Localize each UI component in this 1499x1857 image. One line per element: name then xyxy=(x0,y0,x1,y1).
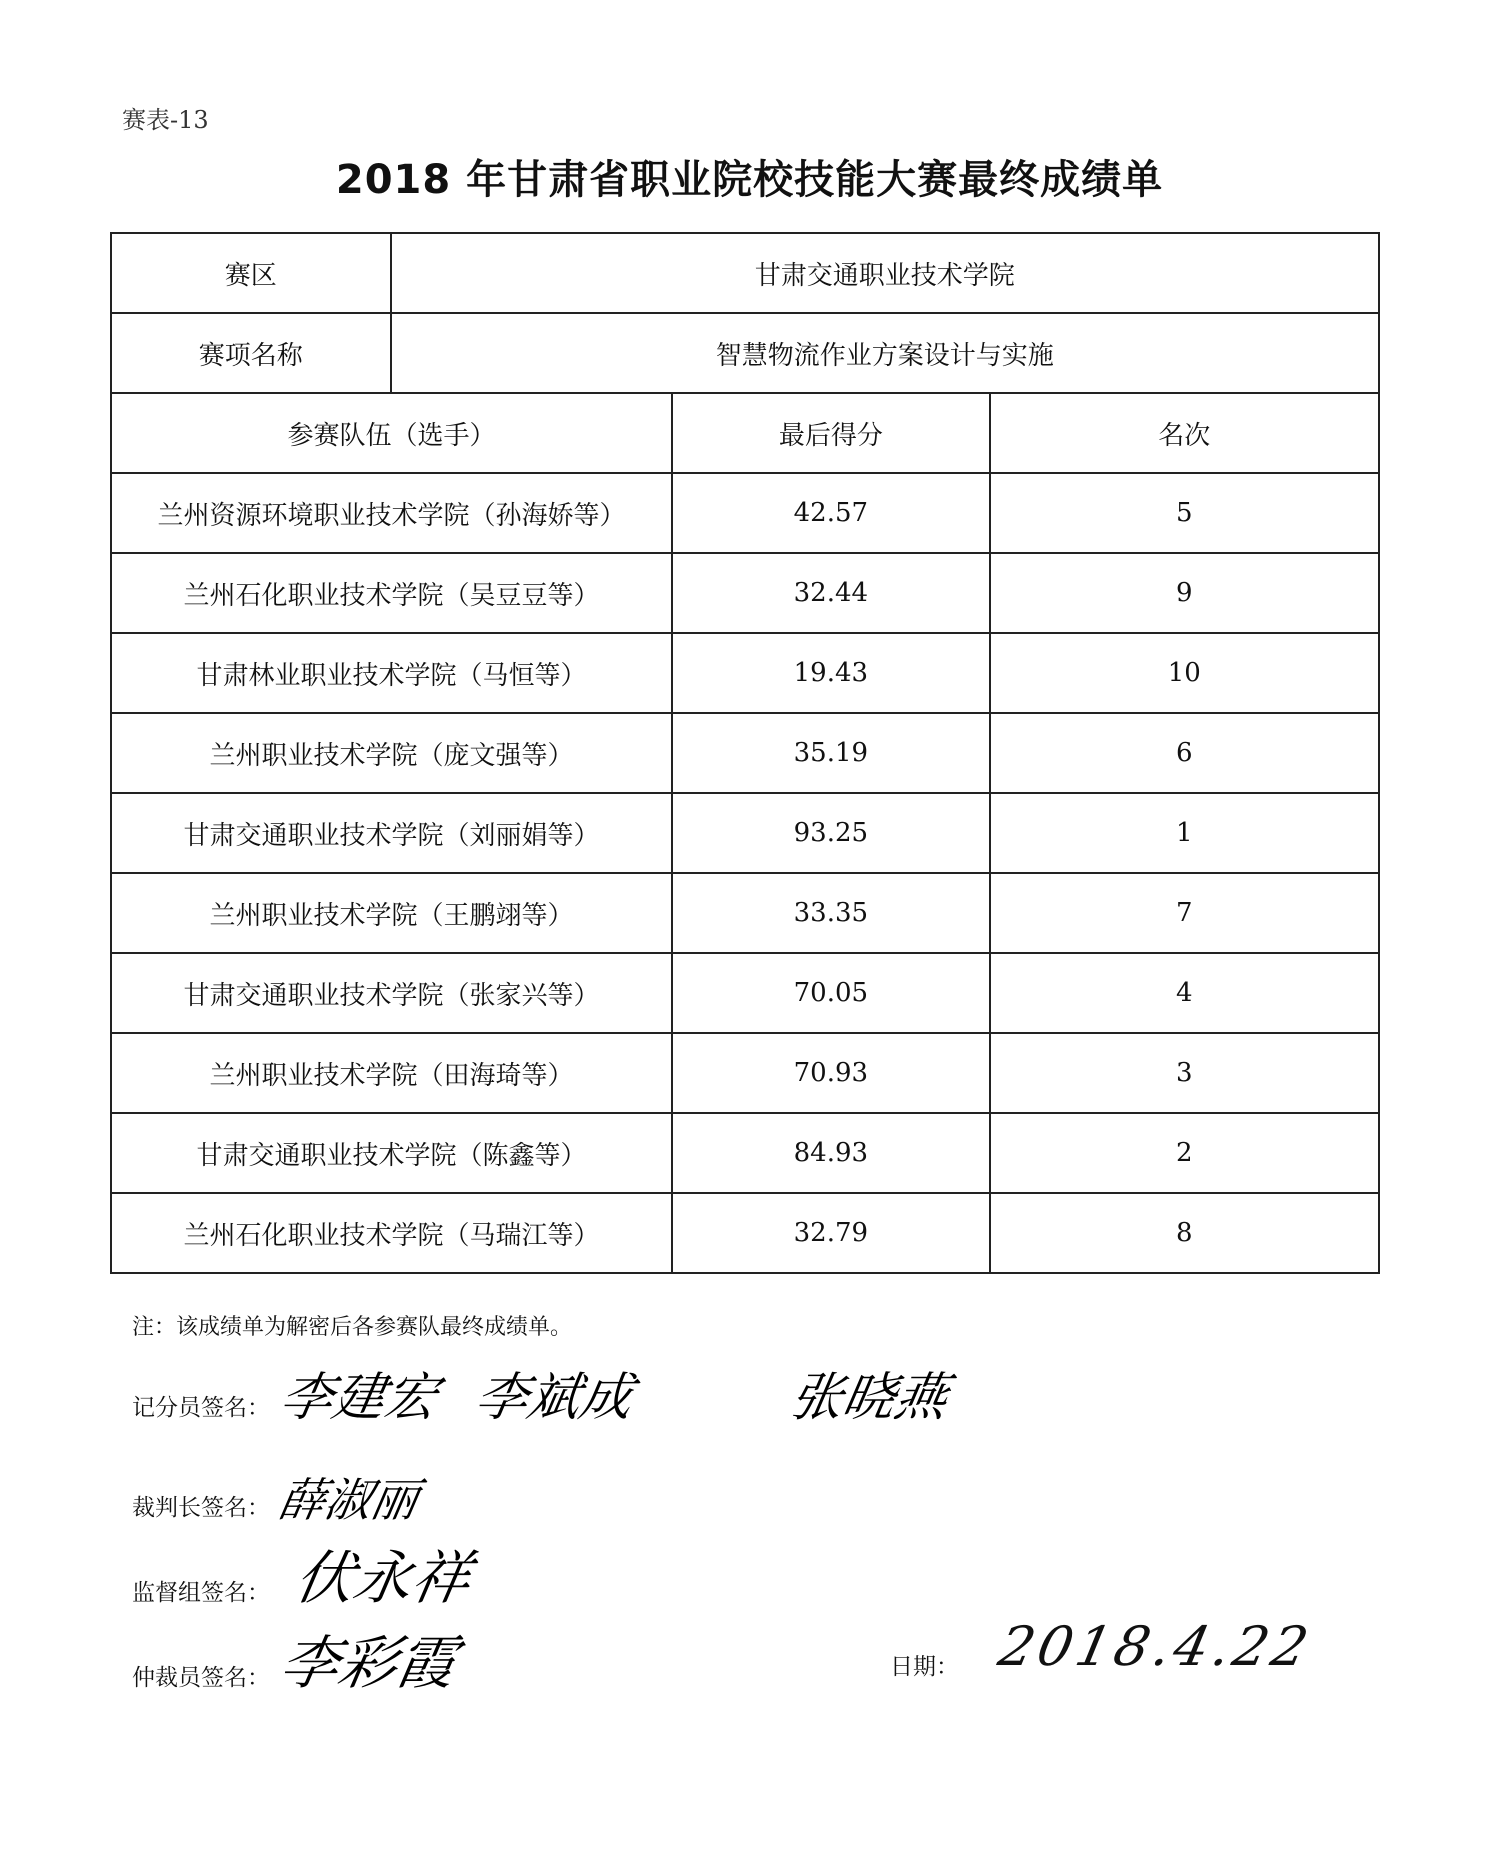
chief-judge-signature: 薛淑丽 xyxy=(274,1473,423,1527)
scorer-signature-2: 李斌成 xyxy=(470,1368,638,1428)
scorer-label: 记分员签名： xyxy=(132,1395,270,1421)
page-title: 2018 年甘肃省职业院校技能大赛最终成绩单 xyxy=(335,157,1164,203)
team-cell: 兰州职业技术学院（王鹏翊等） xyxy=(111,873,672,953)
score-cell: 84.93 xyxy=(672,1113,990,1193)
score-cell: 70.93 xyxy=(672,1033,990,1113)
team-cell: 兰州石化职业技术学院（吴豆豆等） xyxy=(111,553,672,633)
note: 注：该成绩单为解密后各参赛队最终成绩单。 xyxy=(132,1315,573,1340)
rank-cell: 8 xyxy=(990,1193,1379,1273)
rank-cell: 7 xyxy=(990,873,1379,953)
score-cell: 33.35 xyxy=(672,873,990,953)
supervisor-signature: 伏永祥 xyxy=(290,1544,477,1612)
table-row xyxy=(111,553,1379,633)
header-score: 最后得分 xyxy=(672,393,990,473)
table-row xyxy=(111,793,1379,873)
table-row xyxy=(111,1033,1379,1113)
rank-cell: 4 xyxy=(990,953,1379,1033)
rank-cell: 1 xyxy=(990,793,1379,873)
region-label: 赛区 xyxy=(111,233,391,313)
score-cell: 93.25 xyxy=(672,793,990,873)
table-row xyxy=(111,873,1379,953)
team-cell: 甘肃交通职业技术学院（陈鑫等） xyxy=(111,1113,672,1193)
arbitrator-signature-row xyxy=(132,1630,632,1710)
team-cell: 兰州石化职业技术学院（马瑞江等） xyxy=(111,1193,672,1273)
table-row xyxy=(111,633,1379,713)
rank-cell: 3 xyxy=(990,1033,1379,1113)
date-label: 日期： xyxy=(890,1654,959,1680)
chief-judge-label: 裁判长签名： xyxy=(132,1495,270,1521)
rank-cell: 10 xyxy=(990,633,1379,713)
rank-cell: 5 xyxy=(990,473,1379,553)
score-cell: 19.43 xyxy=(672,633,990,713)
supervisor-label: 监督组签名： xyxy=(132,1580,270,1606)
scorer-signature-1: 李建宏 xyxy=(275,1368,443,1428)
table-row xyxy=(111,713,1379,793)
region-row xyxy=(111,233,1379,313)
event-value: 智慧物流作业方案设计与实施 xyxy=(391,313,1379,393)
team-cell: 甘肃林业职业技术学院（马恒等） xyxy=(111,633,672,713)
chief-judge-signature-row xyxy=(132,1460,632,1540)
header-team: 参赛队伍（选手） xyxy=(111,393,672,473)
results-table xyxy=(110,232,1380,1274)
form-code: 赛表-13 xyxy=(122,106,209,134)
table-row xyxy=(111,1193,1379,1273)
header-rank: 名次 xyxy=(990,393,1379,473)
score-cell: 70.05 xyxy=(672,953,990,1033)
rank-cell: 6 xyxy=(990,713,1379,793)
table-row xyxy=(111,473,1379,553)
score-cell: 42.57 xyxy=(672,473,990,553)
event-label: 赛项名称 xyxy=(111,313,391,393)
team-cell: 甘肃交通职业技术学院（刘丽娟等） xyxy=(111,793,672,873)
event-row xyxy=(111,313,1379,393)
table-header-row xyxy=(111,393,1379,473)
scorer-signature-row xyxy=(132,1360,1032,1440)
score-cell: 32.79 xyxy=(672,1193,990,1273)
rank-cell: 2 xyxy=(990,1113,1379,1193)
rank-cell: 9 xyxy=(990,553,1379,633)
arbitrator-signature: 李彩霞 xyxy=(275,1629,462,1697)
team-cell: 甘肃交通职业技术学院（张家兴等） xyxy=(111,953,672,1033)
supervisor-signature-row xyxy=(132,1545,632,1625)
arbitrator-label: 仲裁员签名： xyxy=(132,1665,270,1691)
date-value: 2018.4.22 xyxy=(993,1615,1318,1678)
team-cell: 兰州资源环境职业技术学院（孙海娇等） xyxy=(111,473,672,553)
team-cell: 兰州职业技术学院（庞文强等） xyxy=(111,713,672,793)
region-value: 甘肃交通职业技术学院 xyxy=(391,233,1379,313)
table-row xyxy=(111,953,1379,1033)
scorer-signature-3: 张晓燕 xyxy=(785,1368,953,1428)
score-cell: 35.19 xyxy=(672,713,990,793)
team-cell: 兰州职业技术学院（田海琦等） xyxy=(111,1033,672,1113)
table-row xyxy=(111,1113,1379,1193)
score-cell: 32.44 xyxy=(672,553,990,633)
